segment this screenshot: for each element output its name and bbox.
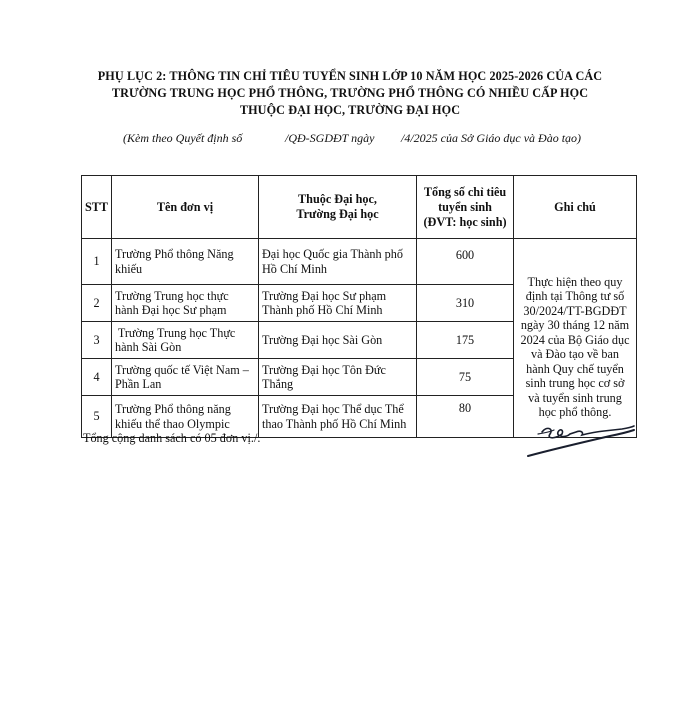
row-unit-line-1: Trường quốc tế Việt Nam – [115,362,249,377]
row-stt: 2 [82,285,112,322]
title-line-2: TRƯỜNG TRUNG HỌC PHỔ THÔNG, TRƯỜNG PHỔ THÔNG CÓ NHIỀU CẤP HỌC [111,86,589,100]
row-belongs-line-1: Đại học Quốc gia Thành phố [262,247,403,261]
row-stt: 1 [82,239,112,285]
row-quota: 310 [417,285,514,322]
row-unit-line-1: Trường Trung học thực [115,288,229,303]
note-line: ngày 30 tháng 12 năm [520,318,630,332]
row-unit-line-2: khiếu thể thao Olympic [115,416,230,431]
header-belongs-line-2: Trường Đại học [296,207,379,221]
subtitle-part-3: /4/2025 của Sở Giáo dục và Đào tạo) [401,131,582,145]
note-line: Thực hiện theo quy [527,274,623,289]
document-title [60,68,640,119]
note-cell [514,239,637,438]
row-belongs [259,285,417,322]
row-belongs [259,239,417,285]
note-line: hành Quy chế tuyển [526,361,624,376]
row-belongs-line-2: Thắng [262,377,294,391]
row-belongs-line-1: Trường Đại học Tôn Đức [262,362,386,377]
note-line: 2024 của Bộ Giáo dục [520,332,630,347]
quota-table [81,175,637,438]
row-belongs-line-2: thao Thành phố Hồ Chí Minh [262,416,407,431]
header-quota-line-3: (ĐVT: học sinh) [423,214,507,229]
row-quota: 80 [417,396,514,438]
row-quota: 175 [417,322,514,359]
header-quota-line-2: tuyển sinh [438,199,492,214]
note-line: định tại Thông tư số [525,289,625,303]
row-stt: 3 [82,322,112,359]
header-note: Ghi chú [514,176,637,239]
row-belongs-line-1: Trường Đại học Sư phạm [262,288,387,303]
row-unit-line-1: Trường Phổ thông năng [115,402,231,416]
row-belongs-line-1: Trường Đại học Thể dục Thể [262,402,404,416]
note-line: sinh trung học cơ sở [525,376,625,390]
header-belongs [259,176,417,239]
row-unit [112,285,259,322]
header-belongs-line-1: Thuộc Đại học, [298,192,377,206]
row-belongs-line-2: Thành phố Hồ Chí Minh [262,303,383,317]
header-stt: STT [82,176,112,239]
row-unit-line-1: Trường Trung học Thực [115,325,236,340]
row-unit [112,322,259,359]
note-line: và tuyển sinh trung [528,390,622,405]
row-unit-line-2: hành Đại học Sư phạm [115,303,227,317]
row-stt: 4 [82,359,112,396]
row-belongs [259,322,417,359]
row-unit-line-2: hành Sài Gòn [115,340,182,354]
row-unit [112,359,259,396]
subtitle-part-1: (Kèm theo Quyết định số [123,131,243,145]
note-line: và Đào tạo về ban [531,347,619,361]
row-unit [112,239,259,285]
note-line: 30/2024/TT-BGDĐT [523,303,627,318]
header-quota-line-1: Tổng số chỉ tiêu [423,184,507,199]
note-line: học phổ thông. [538,405,612,419]
row-belongs [259,396,417,438]
title-line-3: THUỘC ĐẠI HỌC, TRƯỜNG ĐẠI HỌC [239,103,461,117]
row-unit-line-1: Trường Phổ thông Năng [115,247,234,261]
handwritten-signature-icon [524,416,636,458]
row-unit-line-2: Phần Lan [115,377,162,391]
table-footer-total: Tổng cộng danh sách có 05 đơn vị./. [83,431,261,445]
row-belongs-line-2: Hồ Chí Minh [262,261,328,276]
table-row [82,239,637,285]
row-stt: 5 [82,396,112,438]
header-unit: Tên đơn vị [112,176,259,239]
table-header-row [82,176,637,239]
title-line-1: PHỤ LỤC 2: THÔNG TIN CHỈ TIÊU TUYỂN SINH LỚP 10 NĂM HỌC 2025-2026 CỦA CÁC [97,69,603,83]
row-quota: 75 [417,359,514,396]
subtitle-part-2: /QĐ-SGDĐT ngày [285,131,375,145]
row-belongs [259,359,417,396]
header-quota [417,176,514,239]
row-belongs-line-1: Trường Đại học Sài Gòn [262,332,383,347]
row-quota: 600 [417,239,514,285]
row-unit-line-2: khiếu [115,261,143,276]
